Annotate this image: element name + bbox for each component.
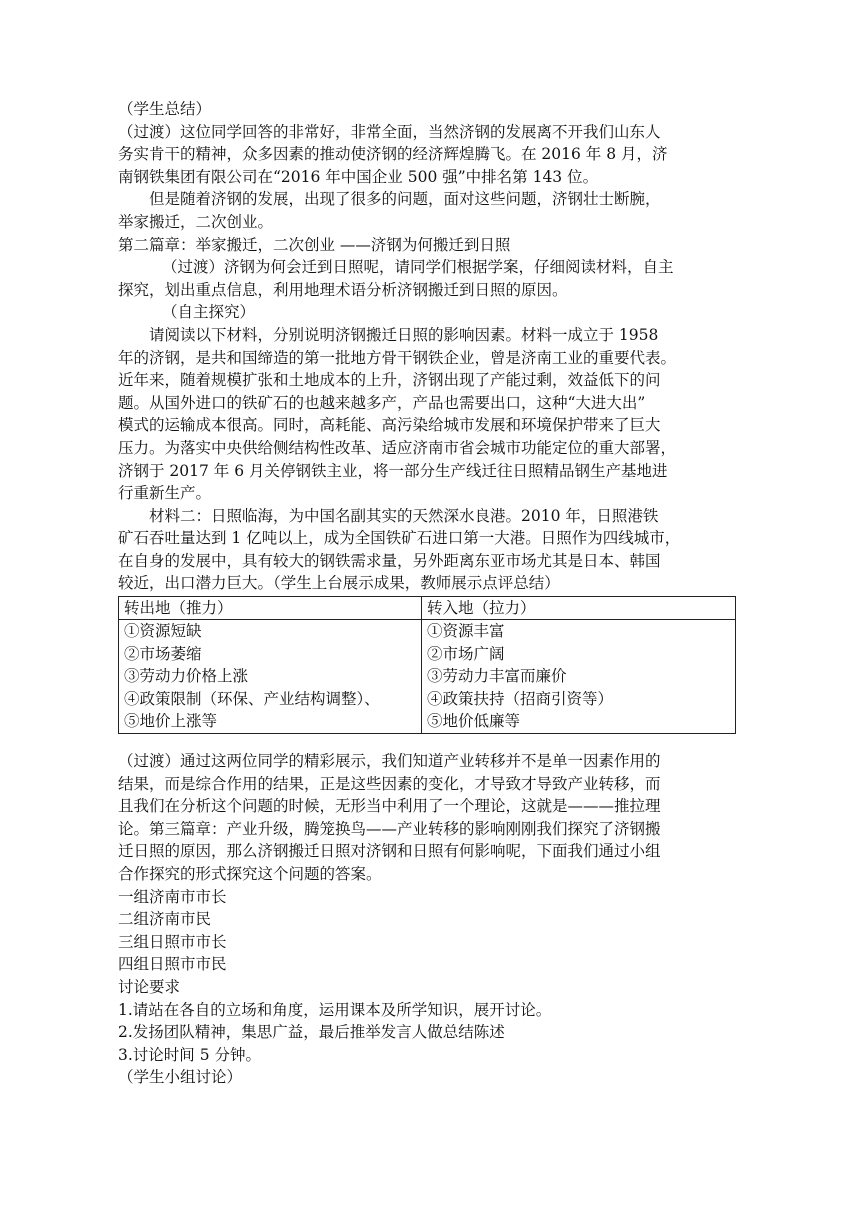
material-1-paragraph [118, 324, 738, 505]
text-line: 压力。为落实中央供给侧结构性改革、适应济南市省会城市功能定位的重大部署， [118, 438, 677, 457]
origin-factors-cell [119, 620, 422, 734]
list-item: ②市场广阔 [427, 644, 505, 663]
group-item: 一组济南市市长 [118, 887, 227, 906]
table-row [119, 620, 736, 734]
list-item: ①资源丰富 [427, 622, 505, 641]
list-item: ⑤地价上涨等 [124, 712, 218, 731]
list-item: ④政策限制（环保、产业结构调整）、 [124, 689, 380, 708]
table-header-origin: 转出地（推力） [119, 597, 422, 620]
requirement-item: 1.请站在各自的立场和角度，运用课本及所学知识，展开讨论。 [118, 1000, 552, 1019]
requirement-item: 2.发扬团队精神，集思广益，最后推举发言人做总结陈述 [118, 1023, 505, 1042]
text-line: （过渡）通过这两位同学的精彩展示，我们知道产业转移并不是单一因素作用的 [118, 752, 661, 771]
text-line: 在自身的发展中，具有较大的钢铁需求量，另外距离东亚市场尤其是日本、韩国 [118, 551, 661, 570]
list-item: ②市场萎缩 [124, 644, 202, 663]
table-header-row [119, 597, 736, 620]
group-discussion-note: （学生小组讨论） [118, 1068, 243, 1087]
chapter-2-title: 第二篇章：举家搬迁，二次创业 ——济钢为何搬迁到日照 [118, 235, 511, 254]
text-line: 较近，出口潜力巨大。（学生上台展示成果，教师展示点评总结） [118, 574, 560, 593]
student-summary-note: （学生总结） [118, 100, 212, 118]
transition-paragraph-2 [118, 256, 738, 301]
material-2-paragraph [118, 505, 738, 595]
group-item: 四组日照市市民 [118, 955, 227, 974]
text-line: 探究，划出重点信息，利用地理术语分析济钢搬迁到日照的原因。 [118, 280, 568, 299]
requirement-item: 3.讨论时间 5 分钟。 [118, 1045, 262, 1064]
list-item: ⑤地价低廉等 [427, 712, 521, 731]
text-line: 但是随着济钢的发展，出现了很多的问题，面对这些问题，济钢壮士断腕， [149, 190, 661, 209]
problem-paragraph [118, 188, 738, 233]
text-line: 且我们在分析这个问题的时候，无形当中利用了一个理论，这就是———推拉理 [118, 797, 661, 816]
self-explore-note: （自主探究） [162, 303, 256, 322]
text-line: 南钢铁集团有限公司在“2016 年中国企业 500 强”中排名第 143 位。 [118, 167, 599, 186]
document-page [118, 98, 738, 1089]
text-line: 年的济钢，是共和国缔造的第一批地方骨干钢铁企业，曾是济南工业的重要代表。 [118, 348, 677, 367]
text-line: 请阅读以下材料，分别说明济钢搬迁日照的影响因素。材料一成立于 1958 [149, 325, 659, 344]
text-line: 举家搬迁，二次创业。 [118, 212, 274, 231]
text-line: 济钢于 2017 年 6 月关停钢铁主业，将一部分生产线迁往日照精品钢生产基地进 [118, 461, 668, 480]
push-pull-table [118, 596, 736, 734]
list-item: ①资源短缺 [124, 622, 202, 641]
list-item: ③劳动力丰富而廉价 [427, 667, 567, 686]
text-line: 模式的运输成本很高。同时，高耗能、高污染给城市发展和环境保护带来了巨大 [118, 416, 661, 435]
text-line: 务实肯干的精神，众多因素的推动使济钢的经济辉煌腾飞。在 2016 年 8 月，济 [118, 145, 668, 164]
destination-factors-cell [422, 620, 736, 734]
transition-paragraph-3 [118, 750, 738, 886]
text-line: （过渡）济钢为何会迁到日照呢，请同学们根据学案，仔细阅读材料，自主 [162, 258, 674, 277]
discussion-title: 讨论要求 [118, 977, 181, 996]
text-line: 题。从国外进口的铁矿石的也越来越多产，产品也需要出口，这种“大进大出” [118, 393, 646, 412]
group-item: 三组日照市市长 [118, 932, 227, 951]
text-line: 迁日照的原因，那么济钢搬迁日照对济钢和日照有何影响呢，下面我们通过小组 [118, 842, 661, 861]
text-line: 论。第三篇章：产业升级，腾笼换鸟——产业转移的影响刚刚我们探究了济钢搬 [118, 819, 661, 838]
text-line: 材料二：日照临海，为中国名副其实的天然深水良港。2010 年，日照港铁 [149, 506, 659, 525]
text-line: 结果，而是综合作用的结果，正是这些因素的变化，才导致才导致产业转移，而 [118, 774, 661, 793]
text-line: 矿石吞吐量达到 1 亿吨以上，成为全国铁矿石进口第一大港。日照作为四线城市， [118, 529, 681, 548]
text-line: 行重新生产。 [118, 484, 212, 503]
transition-paragraph-1 [118, 121, 738, 189]
requirement-list [118, 999, 738, 1067]
list-item: ③劳动力价格上涨 [124, 667, 249, 686]
text-line: 近年来，随着规模扩张和土地成本的上升，济钢出现了产能过剩，效益低下的问 [118, 371, 661, 390]
table-header-destination: 转入地（拉力） [422, 597, 736, 620]
group-item: 二组济南市民 [118, 910, 212, 929]
group-list [118, 886, 738, 976]
text-line: （过渡）这位同学回答的非常好，非常全面，当然济钢的发展离不开我们山东人 [118, 122, 661, 141]
list-item: ④政策扶持（招商引资等） [427, 689, 614, 708]
text-line: 合作探究的形式探究这个问题的答案。 [118, 865, 382, 883]
